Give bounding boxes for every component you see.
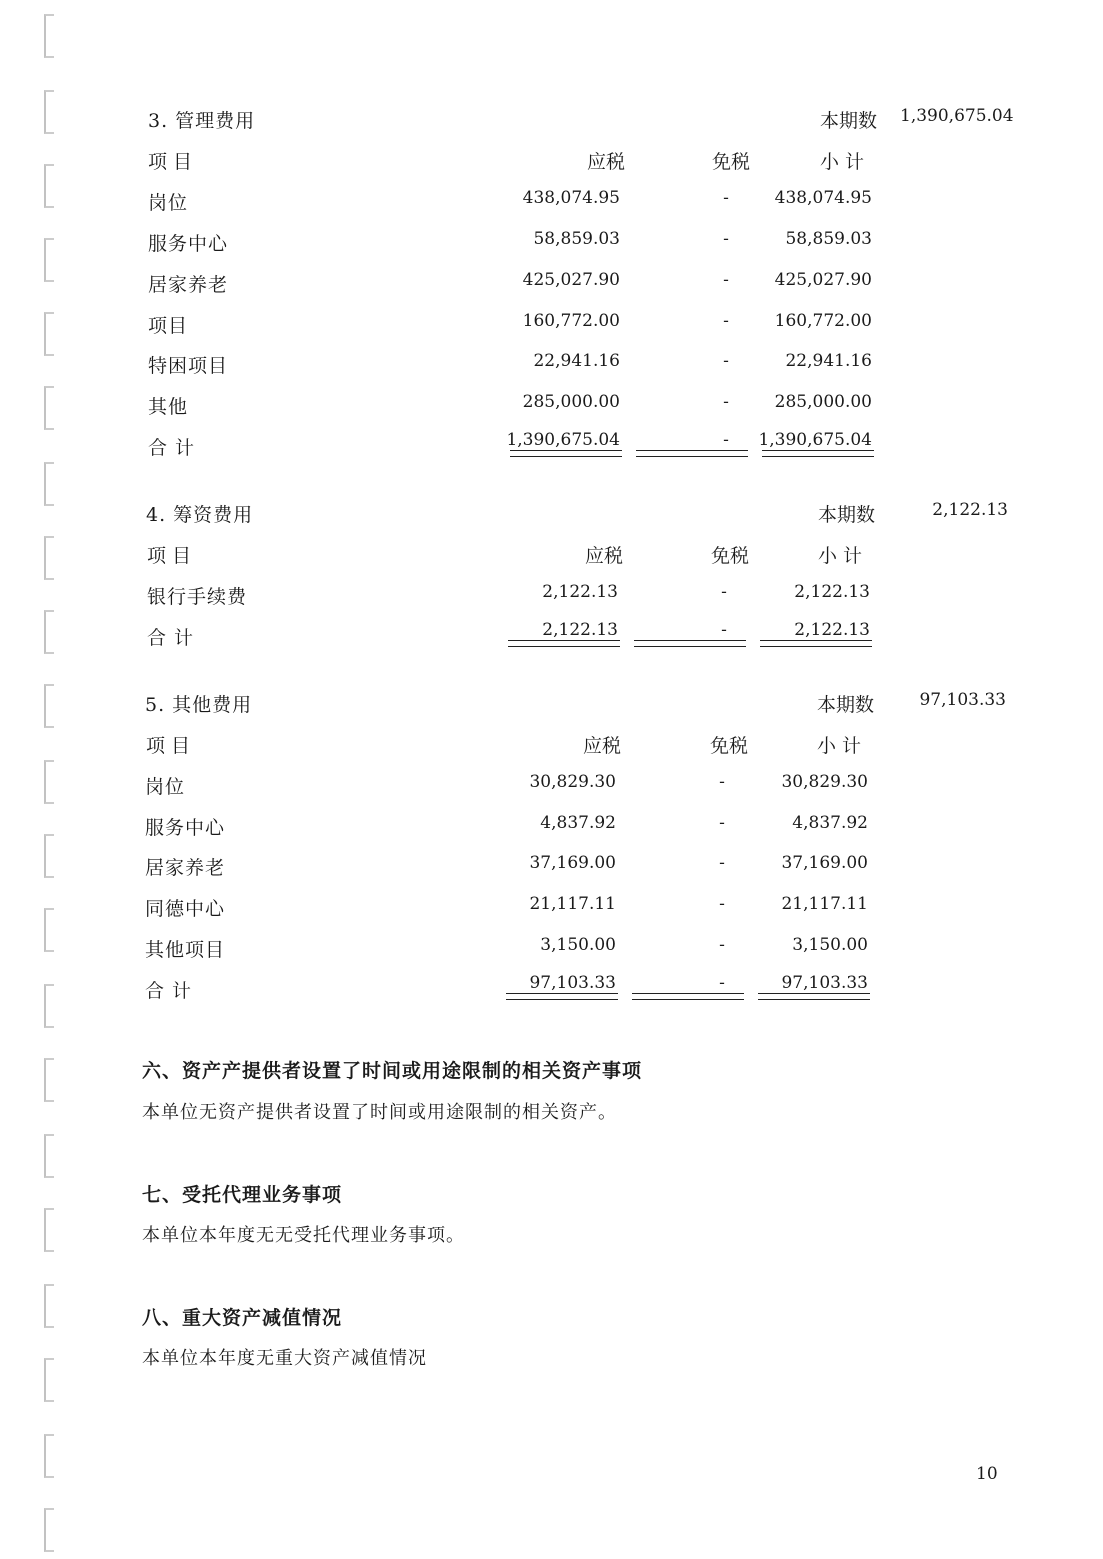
exempt-value: -	[719, 853, 725, 873]
double-underline	[508, 640, 620, 647]
double-underline	[758, 993, 870, 1000]
header-item: 项 目	[147, 545, 192, 567]
double-underline	[762, 450, 874, 457]
taxable-value: 438,074.95	[522, 188, 620, 208]
subtotal-value: 37,169.00	[781, 853, 868, 873]
note-heading: 八、重大资产减值情况	[142, 1307, 343, 1329]
total-subtotal: 97,103.33	[781, 973, 868, 993]
total-label: 合 计	[147, 627, 195, 649]
subtotal-value: 425,027.90	[774, 270, 872, 290]
taxable-value: 30,829.30	[529, 772, 616, 792]
subtotal-value: 21,117.11	[781, 894, 868, 914]
double-underline	[506, 993, 618, 1000]
period-value: 2,122.13	[932, 500, 1008, 520]
header-subtotal: 小 计	[817, 735, 862, 757]
subtotal-value: 22,941.16	[785, 351, 872, 371]
taxable-value: 22,941.16	[533, 351, 620, 371]
section-title: 5. 其他费用	[145, 694, 253, 716]
exempt-value: -	[723, 229, 729, 249]
header-taxable: 应税	[587, 151, 626, 173]
total-exempt: -	[721, 620, 727, 640]
total-exempt: -	[723, 430, 729, 450]
total-exempt: -	[719, 973, 725, 993]
exempt-value: -	[721, 582, 727, 602]
row-label: 其他	[148, 396, 189, 418]
row-label: 居家养老	[148, 274, 229, 296]
double-underline	[636, 450, 748, 457]
exempt-value: -	[723, 311, 729, 331]
subtotal-value: 438,074.95	[774, 188, 872, 208]
subtotal-value: 4,837.92	[792, 813, 868, 833]
note-heading: 六、资产产提供者设置了时间或用途限制的相关资产事项	[142, 1060, 643, 1082]
row-label: 岗位	[148, 192, 189, 214]
note-text: 本单位无资产提供者设置了时间或用途限制的相关资产。	[142, 1102, 617, 1123]
header-item: 项 目	[148, 151, 193, 173]
subtotal-value: 2,122.13	[794, 582, 870, 602]
note-text: 本单位本年度无无受托代理业务事项。	[142, 1225, 465, 1246]
subtotal-value: 160,772.00	[774, 311, 872, 331]
taxable-value: 425,027.90	[522, 270, 620, 290]
row-label: 特困项目	[148, 355, 229, 377]
page-number: 10	[976, 1464, 998, 1484]
taxable-value: 21,117.11	[529, 894, 616, 914]
period-label: 本期数	[820, 110, 878, 132]
taxable-value: 37,169.00	[529, 853, 616, 873]
exempt-value: -	[719, 772, 725, 792]
taxable-value: 285,000.00	[522, 392, 620, 412]
row-label: 服务中心	[148, 233, 229, 255]
period-label: 本期数	[818, 504, 876, 526]
note-heading: 七、受托代理业务事项	[142, 1184, 343, 1206]
row-label: 服务中心	[145, 817, 226, 839]
taxable-value: 58,859.03	[533, 229, 620, 249]
taxable-value: 4,837.92	[540, 813, 616, 833]
total-subtotal: 1,390,675.04	[758, 430, 872, 450]
row-label: 居家养老	[145, 857, 226, 879]
double-underline	[634, 640, 746, 647]
exempt-value: -	[719, 935, 725, 955]
subtotal-value: 3,150.00	[792, 935, 868, 955]
taxable-value: 160,772.00	[522, 311, 620, 331]
subtotal-value: 30,829.30	[781, 772, 868, 792]
double-underline	[510, 450, 622, 457]
total-taxable: 97,103.33	[529, 973, 616, 993]
taxable-value: 3,150.00	[540, 935, 616, 955]
note-text: 本单位本年度无重大资产减值情况	[142, 1348, 427, 1369]
exempt-value: -	[723, 270, 729, 290]
exempt-value: -	[719, 813, 725, 833]
double-underline	[632, 993, 744, 1000]
section-title: 4. 筹资费用	[146, 504, 254, 526]
period-label: 本期数	[817, 694, 875, 716]
header-subtotal: 小 计	[820, 151, 865, 173]
total-subtotal: 2,122.13	[794, 620, 870, 640]
total-taxable: 2,122.13	[542, 620, 618, 640]
exempt-value: -	[719, 894, 725, 914]
header-item: 项 目	[146, 735, 191, 757]
section-title: 3. 管理费用	[148, 110, 256, 132]
row-label: 同德中心	[145, 898, 226, 920]
exempt-value: -	[723, 188, 729, 208]
period-value: 1,390,675.04	[900, 106, 1014, 126]
header-exempt: 免税	[712, 151, 751, 173]
exempt-value: -	[723, 392, 729, 412]
header-exempt: 免税	[711, 545, 750, 567]
period-value: 97,103.33	[919, 690, 1006, 710]
total-taxable: 1,390,675.04	[506, 430, 620, 450]
exempt-value: -	[723, 351, 729, 371]
header-subtotal: 小 计	[818, 545, 863, 567]
header-taxable: 应税	[585, 545, 624, 567]
subtotal-value: 285,000.00	[774, 392, 872, 412]
taxable-value: 2,122.13	[542, 582, 618, 602]
double-underline	[760, 640, 872, 647]
header-taxable: 应税	[583, 735, 622, 757]
row-label: 项目	[148, 315, 189, 337]
header-exempt: 免税	[710, 735, 749, 757]
row-label: 岗位	[145, 776, 186, 798]
subtotal-value: 58,859.03	[785, 229, 872, 249]
row-label: 其他项目	[145, 939, 226, 961]
total-label: 合 计	[148, 437, 196, 459]
total-label: 合 计	[145, 980, 193, 1002]
row-label: 银行手续费	[147, 586, 248, 608]
